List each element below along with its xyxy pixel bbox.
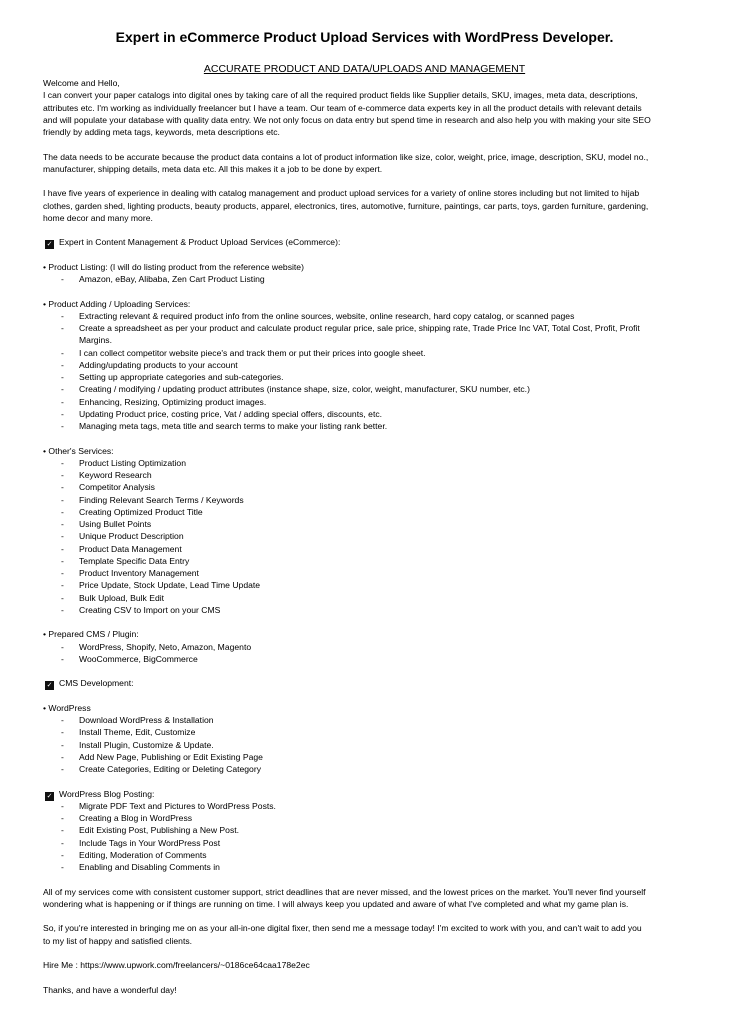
paragraph-line: manufacturer, shipping details, meta data etc. All this makes it a job to be done by expert. [43, 163, 383, 174]
dash-bullet: - [61, 482, 64, 493]
list-item [43, 579, 703, 591]
list-item [43, 530, 703, 542]
list-item [43, 824, 703, 836]
bullet-heading-other-services: • Other's Services: [43, 445, 114, 456]
list-item [43, 396, 703, 408]
list-item [43, 641, 703, 653]
dash-bullet: - [61, 457, 64, 468]
list-wordpress [43, 714, 703, 775]
list-item [43, 310, 703, 322]
list-item-text: Competitor Analysis [79, 482, 155, 493]
list-item [43, 457, 703, 469]
list-item-text: I can collect competitor website piece's and track them or put their prices into google sheet. [79, 347, 426, 358]
dash-bullet: - [61, 274, 64, 284]
dash-bullet: - [61, 323, 64, 333]
list-item-text: Product Data Management [79, 543, 182, 554]
list-item-text: Extracting relevant & required product info from the online sources, website, online research, hard copy catalog, or scanned pages [79, 310, 575, 321]
dash-bullet: - [61, 359, 64, 370]
list-item [43, 555, 703, 567]
list-other-services [43, 457, 703, 616]
dash-bullet: - [61, 568, 64, 578]
list-product-listing [43, 273, 703, 285]
dash-bullet: - [61, 543, 64, 554]
dash-bullet: - [61, 384, 64, 395]
section-heading-cms-development: ✓ CMS Development: [46, 678, 134, 690]
dash-bullet: - [61, 849, 64, 860]
list-item-text: Product Inventory Management [79, 568, 199, 578]
greeting: Welcome and Hello, [43, 78, 120, 88]
dash-bullet: - [61, 715, 64, 725]
dash-bullet: - [61, 555, 64, 566]
list-item [43, 726, 703, 738]
dash-bullet: - [61, 531, 64, 542]
list-item-text: Create Categories, Editing or Deleting Category [79, 764, 261, 774]
document-subtitle: ACCURATE PRODUCT AND DATA/UPLOADS AND MANAGEMENT [203, 63, 526, 75]
list-cms-plugin [43, 641, 703, 666]
dash-bullet: - [61, 592, 64, 603]
paragraph-line: So, if you're interested in bringing me on as your all-in-one digital fixer, then send me a message today! I'm excited to work with you, and can't wait to add you [43, 923, 642, 934]
list-item [43, 604, 703, 616]
list-item-text: Using Bullet Points [79, 519, 152, 529]
dash-bullet: - [61, 396, 64, 407]
list-item-text: Enhancing, Resizing, Optimizing product images. [79, 396, 267, 407]
document-title: Expert in eCommerce Product Upload Services with WordPress Developer. [115, 29, 614, 45]
support-paragraph [43, 886, 703, 911]
list-item [43, 739, 703, 751]
dash-bullet: - [61, 764, 64, 774]
list-item-text: Finding Relevant Search Terms / Keywords [79, 494, 244, 505]
list-item-text: Template Specific Data Entry [79, 555, 190, 566]
paragraph-line: to my list of happy and satisfied clients. [43, 935, 193, 946]
bullet-heading-product-listing: • Product Listing: (I will do listing product from the reference website) [43, 261, 304, 272]
checkbox-checked-icon: ✓ [46, 792, 53, 800]
section-heading-content-management: ✓ Expert in Content Management & Product Upload Services (eCommerce): [46, 237, 341, 249]
list-item-text: Creating a Blog in WordPress [79, 813, 193, 823]
list-item-text: Price Update, Stock Update, Lead Time Update [79, 580, 261, 591]
dash-bullet: - [61, 727, 64, 738]
list-item [43, 359, 703, 371]
dash-bullet: - [61, 519, 64, 529]
checkbox-checked-icon: ✓ [46, 682, 53, 690]
list-item-text: Adding/updating products to your account [79, 359, 238, 370]
paragraph-line: attributes etc. I'm working as individually freelancer but I have a team. Our team of e-commerce data experts key in all the product details with relevant details [43, 102, 642, 113]
paragraph-line: I can convert your paper catalogs into digital ones by taking care of all the required product fields like Supplier details, SKU, images, meta data, descriptions, [43, 90, 638, 101]
section-heading-blog-posting: ✓ WordPress Blog Posting: [46, 788, 155, 800]
dash-bullet: - [61, 408, 64, 419]
list-item [43, 518, 703, 530]
list-item [43, 592, 703, 604]
paragraph-line: clothes, garden shed, lighting products, beauty products, apparel, electronics, tires, automotive, furniture, paintings, car parts, toys, garden furniture, gardening, [43, 200, 649, 211]
paragraph-line: home decor and many more. [43, 212, 153, 223]
list-item [43, 469, 703, 481]
dash-bullet: - [61, 580, 64, 591]
list-item [43, 567, 703, 579]
list-item [43, 763, 703, 775]
list-item-text: Create a spreadsheet as per your product and calculate product regular price, sale price, shipping rate, Trade Price Inc VAT, Total Cost, Profit, Profit [79, 323, 640, 333]
list-item-text: Amazon, eBay, Alibaba, Zen Cart Product Listing [79, 274, 265, 284]
list-item-text: WooCommerce, BigCommerce [79, 653, 198, 664]
list-item [43, 322, 703, 334]
list-item [43, 714, 703, 726]
dash-bullet: - [61, 641, 64, 652]
list-item [43, 371, 703, 383]
dash-bullet: - [61, 800, 64, 811]
cta-paragraph [43, 922, 703, 947]
bullet-heading-product-adding: • Product Adding / Uploading Services: [43, 298, 191, 309]
dash-bullet: - [61, 751, 64, 762]
list-item [43, 812, 703, 824]
list-item [43, 861, 703, 873]
paragraph-line: All of my services come with consistent customer support, strict deadlines that are never missed, and the lowest prices on the market. You'll never find yourself [43, 886, 646, 897]
list-item-text: Updating Product price, costing price, Vat / adding special offers, discounts, etc. [79, 408, 383, 419]
checkbox-checked-icon: ✓ [46, 241, 53, 249]
dash-bullet: - [61, 862, 64, 872]
list-item-text: Install Theme, Edit, Customize [79, 727, 196, 738]
list-item-text: Creating CSV to Import on your CMS [79, 604, 221, 615]
list-item [43, 408, 703, 420]
experience-paragraph [43, 187, 703, 224]
list-item-text: Edit Existing Post, Publishing a New Post. [79, 825, 240, 836]
list-item-text: Migrate PDF Text and Pictures to WordPress Posts. [79, 800, 276, 811]
list-product-adding [43, 310, 703, 433]
list-item [43, 347, 703, 359]
list-item [43, 751, 703, 763]
dash-bullet: - [61, 837, 64, 848]
list-item [43, 420, 703, 432]
dash-bullet: - [61, 825, 64, 836]
dash-bullet: - [61, 310, 64, 321]
list-item-text: Managing meta tags, meta title and search terms to make your listing rank better. [79, 421, 388, 431]
list-item-text: Install Plugin, Customize & Update. [79, 739, 214, 750]
list-item [43, 837, 703, 849]
list-item-text: Enabling and Disabling Comments in [79, 862, 220, 872]
list-item-text: Setting up appropriate categories and sub-categories. [79, 372, 284, 382]
list-item-text: Editing, Moderation of Comments [79, 849, 207, 860]
list-item [43, 383, 703, 395]
list-item-text: Bulk Upload, Bulk Edit [79, 592, 165, 603]
paragraph-line: I have five years of experience in dealing with catalog management and product upload services for a variety of online stores including but not limited to hijab [43, 188, 640, 199]
dash-bullet: - [61, 604, 64, 615]
bullet-heading-wordpress: • WordPress [43, 702, 91, 713]
list-item-text: Keyword Research [79, 470, 152, 480]
dash-bullet: - [61, 506, 64, 517]
paragraph-line: friendly by adding meta tags, keywords, meta descriptions etc. [43, 127, 280, 137]
dash-bullet: - [61, 494, 64, 505]
dash-bullet: - [61, 653, 64, 664]
list-item [43, 653, 703, 665]
list-item [43, 849, 703, 861]
dash-bullet: - [61, 470, 64, 480]
list-item-text: Add New Page, Publishing or Edit Existing Page [79, 751, 263, 762]
paragraph-line: wondering what is happening or if things are running on time. I will always keep you updated and aware of what I've completed and what my game plan is. [43, 898, 629, 909]
dash-bullet: - [61, 813, 64, 823]
intro-paragraph [43, 89, 703, 138]
list-item-text: Creating / modifying / updating product attributes (instance shape, size, color, weight, manufacturer, SKU number, etc.) [79, 384, 530, 395]
list-blog-posting [43, 800, 703, 874]
closing-line: Thanks, and have a wonderful day! [43, 984, 177, 995]
list-item-text: Product Listing Optimization [79, 457, 186, 468]
list-item-text: Creating Optimized Product Title [79, 506, 203, 517]
paragraph-line: The data needs to be accurate because the product data contains a lot of product information like size, color, weight, price, image, description, SKU, model no., [43, 151, 649, 162]
list-item [43, 273, 703, 285]
list-item-text: Include Tags in Your WordPress Post [79, 837, 221, 848]
bullet-heading-cms-plugin: • Prepared CMS / Plugin: [43, 629, 139, 640]
dash-bullet: - [61, 372, 64, 382]
list-item [43, 494, 703, 506]
list-item-text: Unique Product Description [79, 531, 184, 542]
list-item [43, 543, 703, 555]
dash-bullet: - [61, 421, 64, 431]
list-item [43, 506, 703, 518]
paragraph-line: and will populate your database with quality data entry. We not only focus on data entry but spend time in research and also help you with making your site SEO [43, 114, 651, 125]
list-item [43, 481, 703, 493]
hire-me-link[interactable]: Hire Me : https://www.upwork.com/freelancers/~0186ce64caa178e2ec [43, 960, 310, 970]
list-item-text: Download WordPress & Installation [79, 715, 214, 725]
document-body [43, 77, 703, 996]
list-item-text: WordPress, Shopify, Neto, Amazon, Magento [79, 641, 252, 652]
list-item [43, 800, 703, 812]
dash-bullet: - [61, 347, 64, 358]
accuracy-paragraph [43, 151, 703, 176]
dash-bullet: - [61, 739, 64, 750]
list-item-continuation: Margins. [79, 335, 112, 346]
